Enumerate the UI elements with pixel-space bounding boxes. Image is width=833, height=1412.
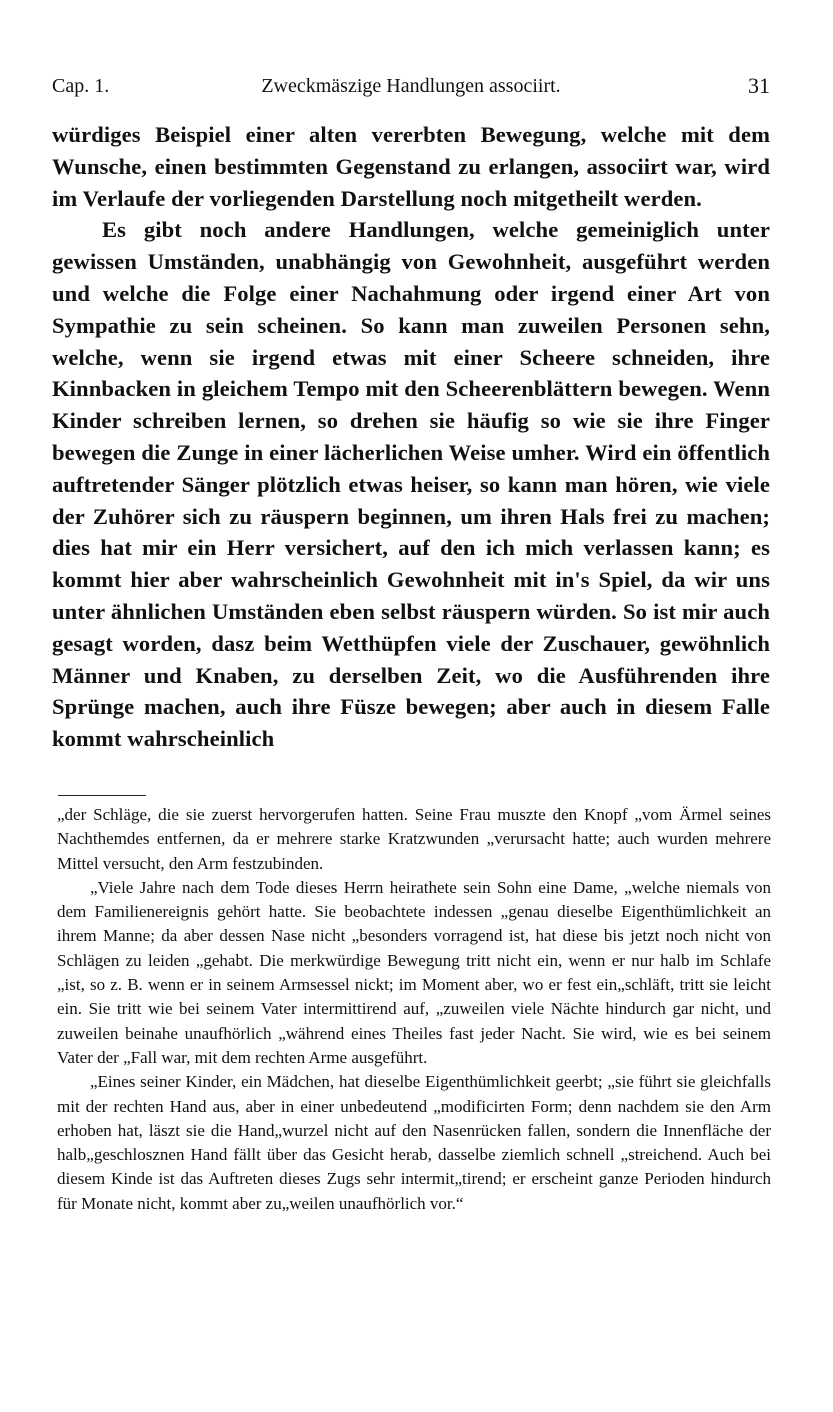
footnote-paragraph: „Viele Jahre nach dem Tode dieses Herrn heirathete sein Sohn eine Dame, „welche niemals von dem Familienereignis gehört hatte. Sie beobachtete indessen „genau dieselbe Eigenthümlichkeit an ihrem Manne; da aber dessen Nase nicht „besonders vorragend ist, hat diese bis jetzt noch nicht von Schlägen zu leiden „gehabt. Die merkwürdige Bewegung tritt nicht ein, wenn er nur halb im Schlafe „ist, so z. B. wenn er in seinem Armsessel nickt; im Moment aber, wo er fest ein„schläft, tritt sie leicht ein. Sie tritt wie bei seinem Vater intermittirend auf, „zuweilen viele Nächte hindurch gar nicht, und zuweilen beinahe unaufhörlich „während eines Theiles fast jeder Nacht. Sie wird, wie es bei seinem Vater der „Fall war, mit dem rechten Arme ausgeführt.	[57, 877, 771, 1067]
chapter-label: Cap. 1.	[52, 75, 110, 97]
body-paragraph: würdiges Beispiel einer alten vererbten Bewegung, welche mit dem Wunsche, einen bestimmten Gegenstand zu erlangen, associirt war, wird im Verlaufe der vorliegenden Darstellung noch mitgetheilt werden.	[52, 122, 770, 211]
footnote-separator	[58, 795, 146, 796]
running-title: Zweckmäszige Handlungen associirt.	[261, 75, 561, 97]
main-text	[52, 119, 770, 755]
footnote-paragraph: „der Schläge, die sie zuerst hervorgerufen hatten. Seine Frau muszte den Knopf „vom Ärmel seines Nachthemdes entfernen, da er mehrere starke Kratzwunden „verursacht hatte; auch wurden mehrere Mittel versucht, den Arm festzubinden.	[57, 805, 771, 873]
page-number: 31	[748, 73, 770, 98]
running-header	[52, 74, 770, 98]
footnote-paragraph: „Eines seiner Kinder, ein Mädchen, hat dieselbe Eigenthümlichkeit geerbt; „sie führt sie gleichfalls mit der rechten Hand aus, aber in einer unbedeutend „modificirten Form; denn nachdem sie den Arm erhoben hat, läszt sie die Hand„wurzel nicht auf den Nasenrücken fallen, sondern die Innenfläche der halb„geschlosznen Hand fällt über das Gesicht herab, dasselbe ziemlich schnell „streichend. Auch bei diesem Kinde ist das Auftreten dieses Zugs sehr intermit„tirend; er erscheint ganze Perioden hindurch für Monate nicht, kommt aber zu„weilen unaufhörlich vor.“	[57, 1072, 771, 1213]
body-paragraph: Es gibt noch andere Handlungen, welche gemeiniglich unter gewissen Umständen, unabhängig von Gewohnheit, ausgeführt werden und welche die Folge einer Nachahmung oder irgend einer Art von Sympathie zu sein scheinen. So kann man zuweilen Personen sehn, welche, wenn sie irgend etwas mit einer Scheere schneiden, ihre Kinnbacken in gleichem Tempo mit den Scheerenblättern bewegen. Wenn Kinder schreiben lernen, so drehen sie häufig so wie sie ihre Finger bewegen die Zunge in einer lächerlichen Weise umher. Wird ein öffentlich auftretender Sänger plötzlich etwas heiser, so kann man hören, wie viele der Zuhörer sich zu räuspern beginnen, um ihren Hals frei zu machen; dies hat mir ein Herr versichert, auf den ich mich verlassen kann; es kommt hier aber wahrscheinlich Gewohnheit mit in's Spiel, da wir uns unter ähnlichen Umständen eben selbst räuspern würden. So ist mir auch gesagt worden, dasz beim Wetthüpfen viele der Zuschauer, gewöhnlich Männer und Knaben, zu derselben Zeit, wo die Ausführenden ihre Sprünge machen, auch ihre Füsze bewegen; aber auch in diesem Falle kommt wahrscheinlich	[52, 217, 770, 752]
footnotes	[57, 803, 771, 1216]
